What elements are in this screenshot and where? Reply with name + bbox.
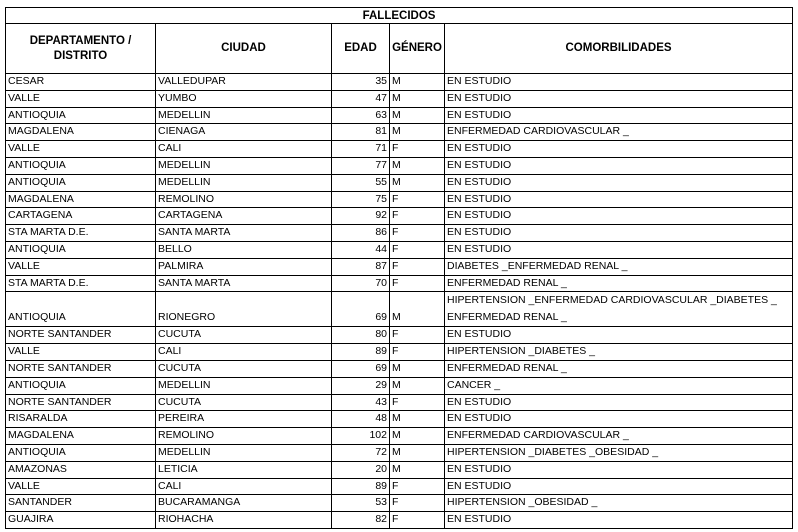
comorbilidades-cell: EN ESTUDIO bbox=[445, 394, 793, 411]
comorbilidades-cell: EN ESTUDIO bbox=[445, 74, 793, 91]
table-row bbox=[6, 444, 793, 461]
header-genero: GÉNERO bbox=[390, 24, 445, 74]
ciudad-cell: CALI bbox=[156, 344, 332, 361]
ciudad-cell: MEDELLIN bbox=[156, 377, 332, 394]
table-row bbox=[6, 208, 793, 225]
table-row bbox=[6, 461, 793, 478]
departamento-cell: MAGDALENA bbox=[6, 124, 156, 141]
edad-cell: 63 bbox=[332, 107, 390, 124]
comorbilidades-cell: HIPERTENSION _DIABETES _ bbox=[445, 344, 793, 361]
comorbilidades-cell: EN ESTUDIO bbox=[445, 208, 793, 225]
edad-cell: 44 bbox=[332, 241, 390, 258]
ciudad-cell: MEDELLIN bbox=[156, 174, 332, 191]
table-row bbox=[6, 478, 793, 495]
edad-cell: 43 bbox=[332, 394, 390, 411]
comorbilidades-cell: HIPERTENSION _ENFERMEDAD CARDIOVASCULAR _DIABETES _ ENFERMEDAD RENAL _ bbox=[445, 292, 793, 327]
table-row bbox=[6, 344, 793, 361]
table-body bbox=[6, 74, 793, 529]
table-row bbox=[6, 174, 793, 191]
genero-cell: M bbox=[390, 377, 445, 394]
edad-cell: 89 bbox=[332, 344, 390, 361]
genero-cell: M bbox=[390, 174, 445, 191]
departamento-cell: NORTE SANTANDER bbox=[6, 327, 156, 344]
genero-cell: F bbox=[390, 141, 445, 158]
header-departamento: DEPARTAMENTO / DISTRITO bbox=[6, 24, 156, 74]
edad-cell: 80 bbox=[332, 327, 390, 344]
ciudad-cell: CIENAGA bbox=[156, 124, 332, 141]
departamento-cell: SANTANDER bbox=[6, 495, 156, 512]
table-row bbox=[6, 512, 793, 529]
edad-cell: 82 bbox=[332, 512, 390, 529]
genero-cell: M bbox=[390, 292, 445, 327]
edad-cell: 87 bbox=[332, 258, 390, 275]
table-row bbox=[6, 275, 793, 292]
genero-cell: F bbox=[390, 344, 445, 361]
ciudad-cell: RIOHACHA bbox=[156, 512, 332, 529]
table-row bbox=[6, 225, 793, 242]
departamento-cell: VALLE bbox=[6, 258, 156, 275]
ciudad-cell: YUMBO bbox=[156, 90, 332, 107]
ciudad-cell: MEDELLIN bbox=[156, 444, 332, 461]
departamento-cell: NORTE SANTANDER bbox=[6, 360, 156, 377]
genero-cell: F bbox=[390, 512, 445, 529]
edad-cell: 86 bbox=[332, 225, 390, 242]
table-row bbox=[6, 360, 793, 377]
genero-cell: F bbox=[390, 495, 445, 512]
departamento-cell: ANTIOQUIA bbox=[6, 444, 156, 461]
comorbilidades-cell: EN ESTUDIO bbox=[445, 411, 793, 428]
comorbilidades-cell: EN ESTUDIO bbox=[445, 90, 793, 107]
ciudad-cell: REMOLINO bbox=[156, 191, 332, 208]
departamento-cell: ANTIOQUIA bbox=[6, 292, 156, 327]
edad-cell: 53 bbox=[332, 495, 390, 512]
comorbilidades-cell: EN ESTUDIO bbox=[445, 512, 793, 529]
ciudad-cell: SANTA MARTA bbox=[156, 225, 332, 242]
ciudad-cell: REMOLINO bbox=[156, 428, 332, 445]
edad-cell: 70 bbox=[332, 275, 390, 292]
comorbilidades-cell: HIPERTENSION _OBESIDAD _ bbox=[445, 495, 793, 512]
comorbilidades-cell: ENFERMEDAD RENAL _ bbox=[445, 275, 793, 292]
departamento-cell: ANTIOQUIA bbox=[6, 174, 156, 191]
ciudad-cell: LETICIA bbox=[156, 461, 332, 478]
comorbilidades-cell: ENFERMEDAD CARDIOVASCULAR _ bbox=[445, 124, 793, 141]
edad-cell: 71 bbox=[332, 141, 390, 158]
edad-cell: 75 bbox=[332, 191, 390, 208]
table-title: FALLECIDOS bbox=[6, 8, 793, 24]
departamento-cell: VALLE bbox=[6, 90, 156, 107]
genero-cell: M bbox=[390, 411, 445, 428]
genero-cell: F bbox=[390, 191, 445, 208]
ciudad-cell: BUCARAMANGA bbox=[156, 495, 332, 512]
edad-cell: 92 bbox=[332, 208, 390, 225]
departamento-cell: CARTAGENA bbox=[6, 208, 156, 225]
table-row bbox=[6, 327, 793, 344]
table-row bbox=[6, 124, 793, 141]
genero-cell: F bbox=[390, 327, 445, 344]
edad-cell: 47 bbox=[332, 90, 390, 107]
departamento-cell: VALLE bbox=[6, 141, 156, 158]
genero-cell: F bbox=[390, 208, 445, 225]
comorbilidades-cell: ENFERMEDAD CARDIOVASCULAR _ bbox=[445, 428, 793, 445]
ciudad-cell: BELLO bbox=[156, 241, 332, 258]
departamento-cell: CESAR bbox=[6, 74, 156, 91]
ciudad-cell: CALI bbox=[156, 478, 332, 495]
ciudad-cell: MEDELLIN bbox=[156, 157, 332, 174]
table-row bbox=[6, 191, 793, 208]
edad-cell: 102 bbox=[332, 428, 390, 445]
genero-cell: F bbox=[390, 478, 445, 495]
table-row bbox=[6, 495, 793, 512]
comorbilidades-cell: ENFERMEDAD RENAL _ bbox=[445, 360, 793, 377]
ciudad-cell: CUCUTA bbox=[156, 394, 332, 411]
table-row bbox=[6, 377, 793, 394]
ciudad-cell: VALLEDUPAR bbox=[156, 74, 332, 91]
genero-cell: F bbox=[390, 258, 445, 275]
comorbilidades-cell: DIABETES _ENFERMEDAD RENAL _ bbox=[445, 258, 793, 275]
edad-cell: 29 bbox=[332, 377, 390, 394]
departamento-cell: MAGDALENA bbox=[6, 191, 156, 208]
edad-cell: 77 bbox=[332, 157, 390, 174]
edad-cell: 89 bbox=[332, 478, 390, 495]
genero-cell: F bbox=[390, 225, 445, 242]
departamento-cell: VALLE bbox=[6, 344, 156, 361]
header-comorbilidades: COMORBILIDADES bbox=[445, 24, 793, 74]
departamento-cell: GUAJIRA bbox=[6, 512, 156, 529]
comorbilidades-cell: EN ESTUDIO bbox=[445, 141, 793, 158]
genero-cell: F bbox=[390, 275, 445, 292]
genero-cell: M bbox=[390, 124, 445, 141]
table-row bbox=[6, 241, 793, 258]
genero-cell: M bbox=[390, 157, 445, 174]
genero-cell: M bbox=[390, 74, 445, 91]
edad-cell: 69 bbox=[332, 292, 390, 327]
genero-cell: M bbox=[390, 90, 445, 107]
table-row bbox=[6, 90, 793, 107]
genero-cell: M bbox=[390, 461, 445, 478]
ciudad-cell: PALMIRA bbox=[156, 258, 332, 275]
genero-cell: F bbox=[390, 241, 445, 258]
ciudad-cell: PEREIRA bbox=[156, 411, 332, 428]
departamento-cell: ANTIOQUIA bbox=[6, 241, 156, 258]
comorbilidades-cell: EN ESTUDIO bbox=[445, 191, 793, 208]
departamento-cell: AMAZONAS bbox=[6, 461, 156, 478]
edad-cell: 35 bbox=[332, 74, 390, 91]
genero-cell: M bbox=[390, 428, 445, 445]
table-row bbox=[6, 292, 793, 327]
edad-cell: 72 bbox=[332, 444, 390, 461]
ciudad-cell: MEDELLIN bbox=[156, 107, 332, 124]
comorbilidades-cell: EN ESTUDIO bbox=[445, 225, 793, 242]
table-row bbox=[6, 157, 793, 174]
comorbilidades-cell: HIPERTENSION _DIABETES _OBESIDAD _ bbox=[445, 444, 793, 461]
departamento-cell: RISARALDA bbox=[6, 411, 156, 428]
header-ciudad: CIUDAD bbox=[156, 24, 332, 74]
edad-cell: 69 bbox=[332, 360, 390, 377]
departamento-cell: ANTIOQUIA bbox=[6, 107, 156, 124]
ciudad-cell: CUCUTA bbox=[156, 327, 332, 344]
ciudad-cell: RIONEGRO bbox=[156, 292, 332, 327]
comorbilidades-cell: EN ESTUDIO bbox=[445, 241, 793, 258]
edad-cell: 20 bbox=[332, 461, 390, 478]
table-row bbox=[6, 394, 793, 411]
table-row bbox=[6, 107, 793, 124]
genero-cell: F bbox=[390, 394, 445, 411]
edad-cell: 81 bbox=[332, 124, 390, 141]
departamento-cell: MAGDALENA bbox=[6, 428, 156, 445]
comorbilidades-cell: CANCER _ bbox=[445, 377, 793, 394]
departamento-cell: ANTIOQUIA bbox=[6, 157, 156, 174]
comorbilidades-cell: EN ESTUDIO bbox=[445, 327, 793, 344]
ciudad-cell: CALI bbox=[156, 141, 332, 158]
departamento-cell: STA MARTA D.E. bbox=[6, 275, 156, 292]
table-row bbox=[6, 428, 793, 445]
ciudad-cell: CARTAGENA bbox=[156, 208, 332, 225]
comorbilidades-cell: EN ESTUDIO bbox=[445, 461, 793, 478]
departamento-cell: STA MARTA D.E. bbox=[6, 225, 156, 242]
ciudad-cell: SANTA MARTA bbox=[156, 275, 332, 292]
departamento-cell: VALLE bbox=[6, 478, 156, 495]
genero-cell: M bbox=[390, 444, 445, 461]
departamento-cell: ANTIOQUIA bbox=[6, 377, 156, 394]
departamento-cell: NORTE SANTANDER bbox=[6, 394, 156, 411]
genero-cell: M bbox=[390, 107, 445, 124]
edad-cell: 48 bbox=[332, 411, 390, 428]
comorbilidades-cell: EN ESTUDIO bbox=[445, 107, 793, 124]
table-row bbox=[6, 141, 793, 158]
header-edad: EDAD bbox=[332, 24, 390, 74]
fallecidos-table bbox=[5, 7, 793, 529]
ciudad-cell: CUCUTA bbox=[156, 360, 332, 377]
comorbilidades-cell: EN ESTUDIO bbox=[445, 157, 793, 174]
table-row bbox=[6, 258, 793, 275]
table-row bbox=[6, 411, 793, 428]
comorbilidades-cell: EN ESTUDIO bbox=[445, 478, 793, 495]
table-row bbox=[6, 74, 793, 91]
genero-cell: M bbox=[390, 360, 445, 377]
edad-cell: 55 bbox=[332, 174, 390, 191]
comorbilidades-cell: EN ESTUDIO bbox=[445, 174, 793, 191]
